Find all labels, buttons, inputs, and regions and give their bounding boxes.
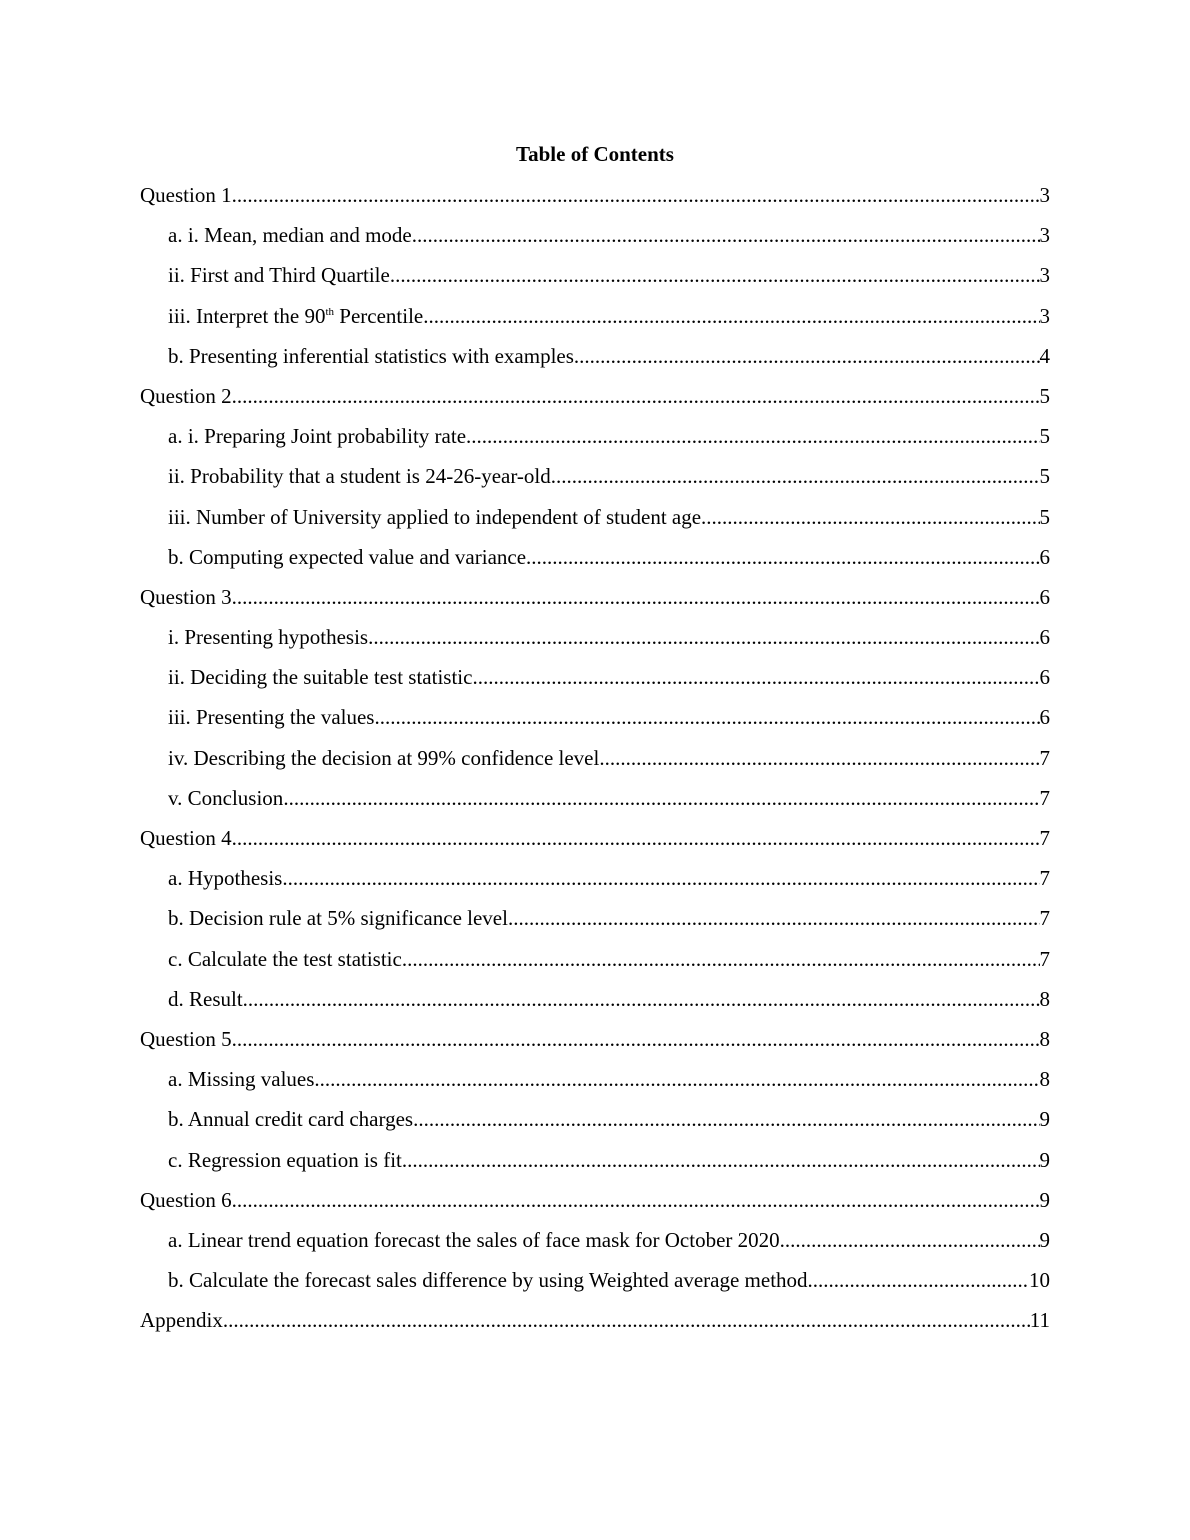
toc-page-number: 7 [1039,906,1050,931]
toc-dot-leader [390,261,1040,289]
toc-page-number: 3 [1039,303,1050,328]
toc-entry-label-text: a. Linear trend equation forecast the sales of face mask for October 2020 [168,1227,780,1252]
toc-dot-leader [466,422,1039,450]
toc-entry-section[interactable] [140,181,1050,221]
toc-dot-leader [574,342,1040,370]
toc-entry-label [168,864,282,892]
toc-dot-leader [780,1226,1040,1254]
toc-entry-label-text: Question 5 [140,1026,232,1051]
toc-page-number: 5 [1039,464,1050,489]
toc-entry-label-text: Question 1 [140,183,232,207]
toc-entry-label [168,904,508,932]
toc-dot-leader [599,744,1039,772]
toc-entry-label-text: Appendix [140,1308,223,1333]
toc-entry-label-text: ii. Probability that a student is 24-26-year-old [168,464,551,489]
toc-page-number: 3 [1039,183,1050,207]
toc-entry-label-text: iv. Describing the decision at 99% confidence level [168,745,600,770]
toc-dot-leader [223,1306,1030,1334]
toc-page-number: 6 [1039,665,1050,690]
toc-entry-label [140,382,232,410]
toc-entry-label [140,824,232,852]
toc-entry-label-text: a. Hypothesis [168,866,283,891]
toc-entry-label-text: c. Calculate the test statistic [168,946,402,971]
toc-entry-superscript: th [325,305,335,318]
toc-entry-label-text: c. Regression equation is fit [168,1147,402,1172]
toc-entry-label-text: iii. Number of University applied to independent of student age [168,504,702,529]
toc-page-number: 11 [1029,1308,1050,1333]
toc-dot-leader [402,945,1040,973]
toc-entry-label-text: v. Conclusion [168,785,284,810]
toc-entry-label-text: a. i. Preparing Joint probability rate [168,424,467,449]
toc-entry-subsection[interactable] [140,1226,1050,1266]
toc-page-number: 6 [1039,584,1050,609]
toc-entry-label [168,261,390,289]
toc-page-number: 4 [1039,343,1050,368]
toc-entry-label [140,1306,223,1334]
toc-dot-leader [232,1186,1040,1214]
toc-entry-label-text: a. i. Mean, median and mode [168,223,412,248]
toc-dot-leader [232,181,1040,209]
toc-entry-label-text: iii. Interpret the 90 [168,303,326,328]
toc-entry-label [140,181,232,209]
toc-entry-subsection[interactable] [140,864,1050,904]
toc-dot-leader [368,623,1039,651]
toc-entry-label [168,623,368,651]
toc-page-number: 8 [1039,1067,1050,1092]
toc-entry-label [168,1065,314,1093]
toc-entry-label [168,1266,808,1294]
toc-entry-section[interactable] [140,824,1050,864]
toc-dot-leader [551,462,1040,490]
toc-page-number: 6 [1039,625,1050,650]
toc-entry-subsection[interactable] [140,744,1050,784]
toc-entry-label [168,503,701,531]
toc-dot-leader [508,904,1040,932]
toc-entry-subsection[interactable] [140,985,1050,1025]
toc-dot-leader [232,1025,1040,1053]
toc-entry-label-text: Question 3 [140,584,232,609]
toc-entry-label-text: Question 2 [140,383,232,408]
toc-entry-subsection[interactable] [140,302,1050,342]
toc-page-number: 7 [1039,866,1050,891]
toc-entry-subsection[interactable] [140,784,1050,824]
toc-entry-label-text: d. Result [168,986,243,1011]
toc-entry-label-text: b. Presenting inferential statistics with examples [168,343,574,368]
toc-entry-subsection[interactable] [140,422,1050,462]
toc-entry-label-text: iii. Presenting the values [168,705,375,730]
toc-page-number: 7 [1039,745,1050,770]
toc-entry-label-text: b. Annual credit card charges [168,1107,414,1132]
toc-page-number: 5 [1039,383,1050,408]
toc-entry-subsection[interactable] [140,1146,1050,1186]
toc-entry-subsection[interactable] [140,663,1050,703]
toc-entry-label [168,302,423,330]
toc-dot-leader [808,1266,1029,1294]
toc-entry-label [168,945,402,973]
toc-entry-label [168,663,472,691]
toc-entry-label-suffix: Percentile [334,303,424,328]
toc-dot-leader [314,1065,1039,1093]
toc-entry-label-text: ii. First and Third Quartile [168,263,390,288]
toc-entry-label [168,543,526,571]
toc-entry-label [168,985,243,1013]
toc-entry-subsection[interactable] [140,462,1050,502]
toc-entry-subsection[interactable] [140,261,1050,301]
toc-entry-label [168,744,599,772]
toc-page-number: 8 [1039,1026,1050,1051]
toc-entry-subsection[interactable] [140,623,1050,663]
toc-entry-subsection[interactable] [140,1266,1050,1306]
toc-title: Table of Contents [516,142,674,166]
toc-entry-section[interactable] [140,382,1050,422]
toc-entry-subsection[interactable] [140,904,1050,944]
toc-dot-leader [282,864,1039,892]
toc-entry-label [168,1105,413,1133]
toc-dot-leader [283,784,1039,812]
toc-entry-label [168,462,551,490]
toc-entry-subsection[interactable] [140,221,1050,261]
toc-dot-leader [412,221,1040,249]
toc-entry-subsection[interactable] [140,1105,1050,1145]
toc-entry-label [168,703,374,731]
toc-dot-leader [423,302,1039,330]
toc-entry-label-text: Question 4 [140,826,232,850]
toc-entry-subsection[interactable] [140,342,1050,382]
toc-entry-subsection[interactable] [140,945,1050,985]
toc-dot-leader [402,1146,1040,1174]
toc-entry-label-text: b. Calculate the forecast sales difference by using Weighted average method [168,1268,808,1293]
toc-entry-label [140,583,232,611]
toc-entry-label-text: Question 6 [140,1187,232,1212]
toc-entry-label [168,221,412,249]
toc-list [140,181,1050,1346]
toc-dot-leader [701,503,1039,531]
toc-entry-label [168,422,466,450]
toc-entry-subsection[interactable] [140,703,1050,743]
toc-page-number: 9 [1039,1187,1050,1212]
toc-dot-leader [232,824,1040,852]
toc-entry-label-text: b. Decision rule at 5% significance level [168,906,508,931]
toc-entry-label-text: b. Computing expected value and variance [168,544,527,569]
toc-dot-leader [472,663,1039,691]
toc-dot-leader [232,382,1040,410]
toc-entry-subsection[interactable] [140,543,1050,583]
toc-page-number: 10 [1029,1268,1050,1293]
toc-entry-section[interactable] [140,1186,1050,1226]
toc-dot-leader [232,583,1040,611]
toc-page-number: 3 [1039,263,1050,288]
toc-entry-label [168,1146,402,1174]
toc-entry-subsection[interactable] [140,1065,1050,1105]
toc-entry-label [168,342,574,370]
toc-page-number: 9 [1039,1107,1050,1132]
toc-entry-label [140,1186,232,1214]
toc-entry-label-text: i. Presenting hypothesis [168,625,369,650]
toc-page-number: 8 [1039,986,1050,1011]
toc-page-number: 5 [1039,424,1050,449]
toc-page-number: 3 [1039,223,1050,248]
toc-page-number: 9 [1039,1147,1050,1172]
toc-dot-leader [526,543,1039,571]
toc-entry-label [168,784,283,812]
toc-entry-section[interactable] [140,583,1050,623]
toc-entry-section[interactable] [140,1306,1050,1346]
toc-page-number: 7 [1039,826,1050,850]
toc-dot-leader [413,1105,1039,1133]
toc-entry-subsection[interactable] [140,503,1050,543]
toc-page-number: 7 [1039,785,1050,810]
toc-entry-section[interactable] [140,1025,1050,1065]
toc-entry-label-text: a. Missing values [168,1067,315,1092]
toc-dot-leader [243,985,1040,1013]
toc-page-number: 6 [1039,544,1050,569]
toc-page-number: 5 [1039,504,1050,529]
toc-entry-label-text: ii. Deciding the suitable test statistic [168,665,473,690]
toc-entry-label [168,1226,780,1254]
toc-page-number: 7 [1039,946,1050,971]
toc-entry-label [140,1025,232,1053]
toc-page-number: 9 [1039,1227,1050,1252]
toc-dot-leader [374,703,1039,731]
toc-page-number: 6 [1039,705,1050,730]
